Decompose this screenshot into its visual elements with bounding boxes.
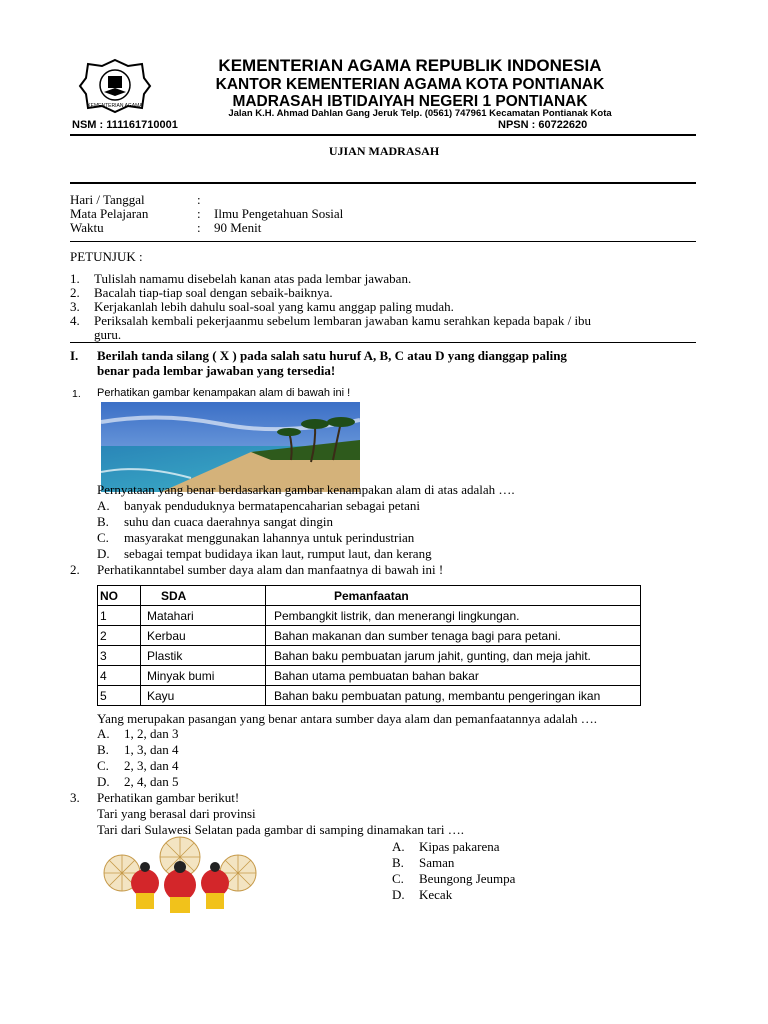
question-number: 3. <box>70 790 80 805</box>
table-header-row <box>98 586 641 606</box>
option-letter: C. <box>392 871 404 886</box>
exam-title: UJIAN MADRASAH <box>328 144 440 158</box>
instruction-num: 1. <box>70 271 80 286</box>
instruction-text-cont: guru. <box>94 327 122 342</box>
info-sep-date: : <box>197 192 201 207</box>
option-letter: A. <box>392 839 405 854</box>
nsm-number: NSM : 111161710001 <box>72 119 178 131</box>
npsn-number: NPSN : 60722620 <box>498 119 588 131</box>
table-cell-use: Pembangkit listrik, dan menerangi lingkungan. <box>266 606 641 626</box>
question-number: 2. <box>70 562 80 577</box>
option-text: 2, 4, dan 5 <box>124 774 179 789</box>
title-divider <box>70 182 696 184</box>
office-title: KANTOR KEMENTERIAN AGAMA KOTA PONTIANAK <box>215 76 605 93</box>
table-cell-no: 3 <box>98 646 141 666</box>
table-cell-sda: Plastik <box>141 646 266 666</box>
svg-text:KEMENTERIAN AGAMA: KEMENTERIAN AGAMA <box>87 103 143 109</box>
table-cell-use: Bahan baku pembuatan patung, membantu pengeringan ikan <box>266 686 641 706</box>
question-text: Perhatikanntabel sumber daya alam dan manfaatnya di bawah ini ! <box>97 562 444 577</box>
instruction-text: Tulislah namamu disebelah kanan atas pada lembar jawaban. <box>94 271 412 286</box>
option-letter: A. <box>97 498 110 513</box>
table-row <box>98 666 641 686</box>
option-text: Beungong Jeumpa <box>419 871 516 886</box>
instruction-num: 2. <box>70 285 80 300</box>
instruction-num: 4. <box>70 313 80 328</box>
table-cell-use: Bahan baku pembuatan jarum jahit, gunting, dan meja jahit. <box>266 646 641 666</box>
option-letter: D. <box>97 774 110 789</box>
table-cell-sda: Kayu <box>141 686 266 706</box>
info-divider <box>70 241 696 242</box>
option-text: 2, 3, dan 4 <box>124 758 179 773</box>
option-letter: A. <box>97 726 110 741</box>
table-row <box>98 626 641 646</box>
table-cell-no: 1 <box>98 606 141 626</box>
option-text: Kecak <box>419 887 453 902</box>
header-divider <box>70 134 696 136</box>
table-cell-no: 5 <box>98 686 141 706</box>
instruction-text: Bacalah tiap-tiap soal dengan sebaik-baiknya. <box>94 285 333 300</box>
option-text: masyarakat menggunakan lahannya untuk perindustrian <box>124 530 415 545</box>
table-cell-sda: Minyak bumi <box>141 666 266 686</box>
option-text: 1, 3, dan 4 <box>124 742 179 757</box>
ministry-title: KEMENTERIAN AGAMA REPUBLIK INDONESIA <box>218 56 602 75</box>
option-letter: B. <box>97 514 109 529</box>
question-number: 1. <box>72 388 81 400</box>
table-header: NO <box>98 586 141 606</box>
instructions-title: PETUNJUK : <box>70 249 143 264</box>
option-letter: C. <box>97 758 109 773</box>
info-label-time: Waktu <box>70 220 104 235</box>
option-text: sebagai tempat budidaya ikan laut, rumput laut, dan kerang <box>124 546 432 561</box>
table-cell-use: Bahan makanan dan sumber tenaga bagi para petani. <box>266 626 641 646</box>
option-letter: D. <box>392 887 405 902</box>
table-header: Pemanfaatan <box>266 586 641 606</box>
option-text: Kipas pakarena <box>419 839 500 854</box>
resource-table <box>97 585 641 706</box>
beach-image <box>101 402 360 492</box>
table-row <box>98 606 641 626</box>
school-address: Jalan K.H. Ahmad Dahlan Gang Jeruk Telp. (0561) 747961 Kecamatan Pontianak Kota <box>228 108 612 119</box>
option-text: banyak penduduknya bermatapencaharian sebagai petani <box>124 498 420 513</box>
info-sep-time: : <box>197 220 201 235</box>
info-value-time: 90 Menit <box>214 220 262 235</box>
question-text: Perhatikan gambar kenampakan alam di bawah ini ! <box>97 387 351 399</box>
question-statement: Yang merupakan pasangan yang benar antara sumber daya alam dan pemanfaatannya adalah …. <box>97 711 598 726</box>
instruction-num: 3. <box>70 299 80 314</box>
instruction-text: Kerjakanlah lebih dahulu soal-soal yang kamu anggap paling mudah. <box>94 299 454 314</box>
option-text: suhu dan cuaca daerahnya sangat dingin <box>124 514 334 529</box>
table-header: SDA <box>141 586 266 606</box>
question-line: Tari dari Sulawesi Selatan pada gambar di samping dinamakan tari …. <box>97 822 464 837</box>
table-cell-sda: Kerbau <box>141 626 266 646</box>
info-value-subject: Ilmu Pengetahuan Sosial <box>214 206 344 221</box>
option-letter: C. <box>97 530 109 545</box>
table-cell-use: Bahan utama pembuatan bahan bakar <box>266 666 641 686</box>
info-label-date: Hari / Tanggal <box>70 192 145 207</box>
section-instruction-cont: benar pada lembar jawaban yang tersedia! <box>97 363 336 378</box>
option-letter: D. <box>97 546 110 561</box>
question-statement: Pernyataan yang benar berdasarkan gambar kenampakan alam di atas adalah …. <box>97 482 515 497</box>
table-cell-no: 2 <box>98 626 141 646</box>
instruction-text: Periksalah kembali pekerjaanmu sebelum lembaran jawaban kamu serahkan kepada bapak / ibu <box>94 313 592 328</box>
section-number: I. <box>70 348 79 363</box>
instructions-divider <box>70 342 696 343</box>
table-row <box>98 686 641 706</box>
section-instruction: Berilah tanda silang ( X ) pada salah satu huruf A, B, C atau D yang dianggap paling <box>97 348 567 363</box>
option-letter: B. <box>392 855 404 870</box>
school-title: MADRASAH IBTIDAIYAH NEGERI 1 PONTIANAK <box>232 93 588 110</box>
table-cell-no: 4 <box>98 666 141 686</box>
table-row <box>98 646 641 666</box>
info-sep-subject: : <box>197 206 201 221</box>
dance-image <box>100 835 260 915</box>
table-cell-sda: Matahari <box>141 606 266 626</box>
question-text: Perhatikan gambar berikut! <box>97 790 240 805</box>
info-label-subject: Mata Pelajaran <box>70 206 149 221</box>
option-letter: B. <box>97 742 109 757</box>
option-text: 1, 2, dan 3 <box>124 726 179 741</box>
question-line: Tari yang berasal dari provinsi <box>97 806 256 821</box>
option-text: Saman <box>419 855 455 870</box>
